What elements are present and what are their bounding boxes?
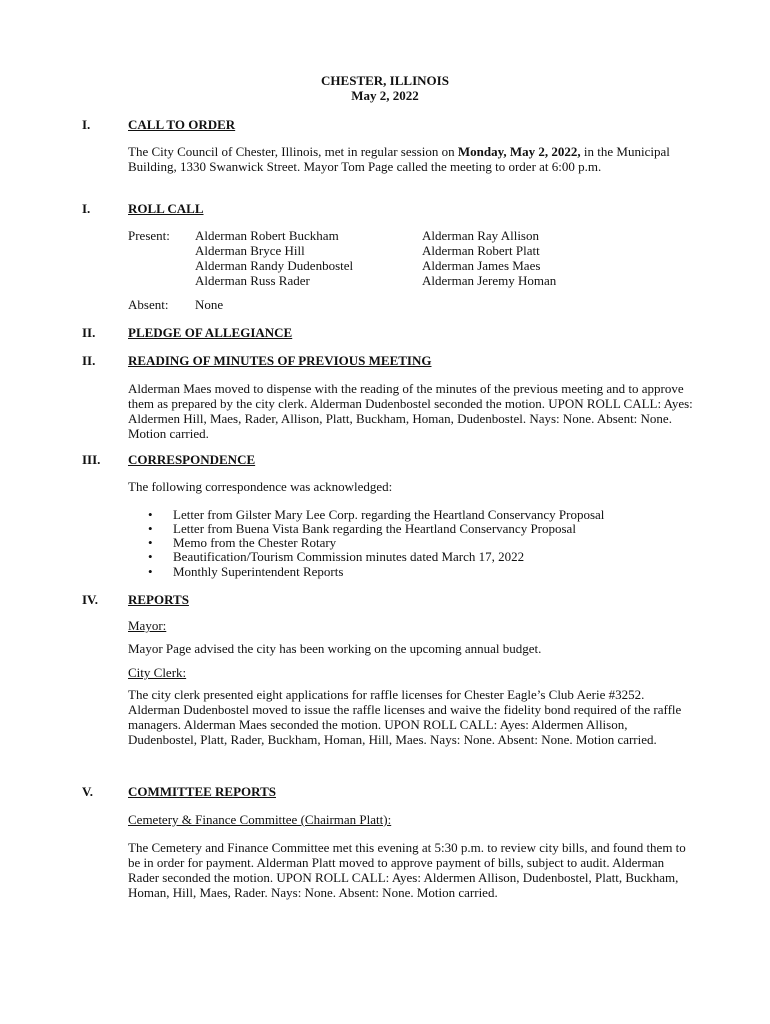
present-member: Alderman Bryce Hill — [195, 243, 305, 258]
present-member: Alderman Robert Buckham — [195, 228, 339, 243]
section-number: I. — [82, 117, 91, 132]
bullet-icon: • — [148, 535, 153, 550]
list-item: Monthly Superintendent Reports — [173, 564, 344, 579]
section-number: V. — [82, 784, 93, 799]
minutes-text: Alderman Maes moved to dispense with the reading of the minutes of the previous meeting and to approve them as prepared by the city clerk. Alderman Dudenbostel seconded the motion. UPON ROLL CALL: Ayes: Aldermen Hill, Maes, Rader, Allison, Platt, Buckham, Homan, Dudenbostel. Nays: None. Absent: None. Motion carried. — [128, 381, 693, 441]
section-title-committee-reports: COMMITTEE REPORTS — [128, 784, 276, 799]
subsection-mayor: Mayor: — [128, 618, 167, 633]
call-to-order-text-end: in the Municipal Building, 1330 Swanwick Street. Mayor Tom Page called the meeting to order at 6:00 p.m. — [128, 144, 670, 174]
city-clerk-report-text: The city clerk presented eight applications for raffle licenses for Chester Eagle’s Club Aerie #3252. Alderman Dudenbostel moved to issue the raffle licenses and waive the fidelity bond required of the raffle managers. Alderman Maes seconded the motion. UPON ROLL CALL: Ayes: Aldermen Allison, Dudenbostel, Platt, Rader, Buckham, Homan, Hill, Maes. Nays: None. Absent: None. Motion carried. — [128, 687, 682, 747]
section-number: I. — [82, 201, 91, 216]
present-member: Alderman Randy Dudenbostel — [195, 258, 354, 273]
absent-value: None — [195, 297, 224, 312]
section-title-pledge: PLEDGE OF ALLEGIANCE — [128, 325, 293, 340]
call-to-order-text — [128, 144, 693, 174]
bullet-icon: • — [148, 521, 153, 536]
absent-label: Absent: — [128, 297, 169, 312]
subsection-city-clerk: City Clerk: — [128, 665, 187, 680]
section-title-roll-call: ROLL CALL — [128, 201, 204, 216]
present-member: Alderman James Maes — [422, 258, 541, 273]
present-member: Alderman Russ Rader — [195, 273, 310, 288]
bullet-icon: • — [148, 507, 153, 522]
section-title-call-to-order: CALL TO ORDER — [128, 117, 236, 132]
committee-report-text: The Cemetery and Finance Committee met this evening at 5:30 p.m. to review city bills, and found them to be in order for payment. Alderman Platt moved to approve payment of bills, subject to audit. Alderman Rader seconded the motion. UPON ROLL CALL: Ayes: Aldermen Allison, Dudenbostel, Platt, Buckham, Homan, Hill, Maes, Rader. Nays: None. Absent: None. Motion carried. — [128, 840, 686, 900]
present-member: Alderman Robert Platt — [422, 243, 540, 258]
section-number: II. — [82, 325, 96, 340]
section-title-minutes: READING OF MINUTES OF PREVIOUS MEETING — [128, 353, 432, 368]
section-number: III. — [82, 452, 101, 467]
present-list-right — [422, 228, 556, 288]
present-member: Alderman Ray Allison — [422, 228, 539, 243]
call-to-order-text-start: The City Council of Chester, Illinois, met in regular session on — [128, 144, 458, 159]
section-number: II. — [82, 353, 96, 368]
section-number: IV. — [82, 592, 99, 607]
list-item: Beautification/Tourism Commission minutes dated March 17, 2022 — [173, 549, 525, 564]
bullet-icon: • — [148, 564, 153, 579]
mayor-report-text: Mayor Page advised the city has been working on the upcoming annual budget. — [128, 641, 542, 656]
list-item: Memo from the Chester Rotary — [173, 535, 337, 550]
section-title-reports: REPORTS — [128, 592, 189, 607]
present-label: Present: — [128, 228, 170, 243]
list-item: Letter from Buena Vista Bank regarding the Heartland Conservancy Proposal — [173, 521, 576, 536]
subsection-cemetery-finance: Cemetery & Finance Committee (Chairman Platt): — [128, 812, 392, 827]
section-title-correspondence: CORRESPONDENCE — [128, 452, 256, 467]
correspondence-intro: The following correspondence was acknowledged: — [128, 479, 393, 494]
present-member: Alderman Jeremy Homan — [422, 273, 557, 288]
bullet-icon: • — [148, 549, 153, 564]
list-item: Letter from Gilster Mary Lee Corp. regarding the Heartland Conservancy Proposal — [173, 507, 605, 522]
meeting-date: May 2, 2022 — [351, 88, 419, 103]
meeting-date-bold: Monday, May 2, 2022, — [457, 144, 581, 159]
document-title: CHESTER, ILLINOIS — [321, 73, 449, 88]
present-list-left — [195, 228, 353, 288]
